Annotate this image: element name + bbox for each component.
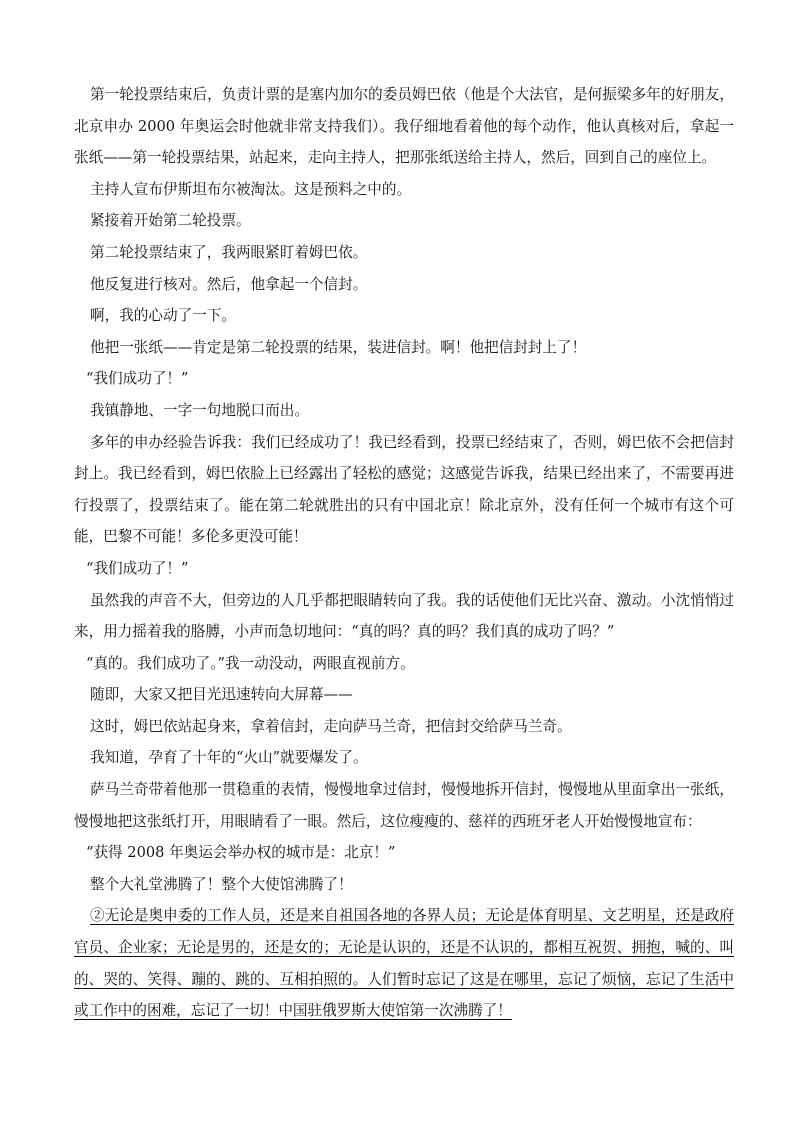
- paragraph-3: 紧接着开始第二轮投票。: [90, 212, 251, 230]
- paragraph-5: 他反复进行核对。然后，他拿起一个信封。: [90, 275, 368, 293]
- paragraph-16: 我知道，孕育了十年的“火山”就要爆发了。: [90, 749, 368, 767]
- article-body: [74, 79, 734, 1027]
- paragraph-4: 第二轮投票结束了，我两眼紧盯着姆巴依。: [90, 243, 368, 261]
- paragraph-17: 萨马兰奇带着他那一贯稳重的表情，慢慢地拿过信封，慢慢地拆开信封，慢慢地从里面拿出一张纸，慢慢地把这张纸打开，用眼睛看了一眼。然后，这位瘦瘦的、慈祥的西班牙老人开始慢慢地宣布：: [74, 781, 734, 830]
- paragraph-14: 随即，大家又把目光迅速转向大屏幕——: [90, 686, 353, 704]
- paragraph-19: 整个大礼堂沸腾了！整个大使馆沸腾了！: [90, 875, 353, 893]
- paragraph-6: 啊，我的心动了一下。: [90, 307, 236, 325]
- paragraph-11: “我们成功了！”: [86, 559, 189, 577]
- paragraph-12: 虽然我的声音不大，但旁边的人几乎都把眼睛转向了我。我的话使他们无比兴奋、激动。小沈悄悄过来，用力摇着我的胳膊，小声而急切地问：“真的吗？真的吗？我们真的成功了吗？”: [74, 591, 734, 641]
- paragraph-1: 第一轮投票结束后，负责计票的是塞内加尔的委员姆巴依（他是个大法官，是何振梁多年的好朋友，北京申办 2000 年奥运会时他就非常支持我们）。我仔细地看着他的每个动作，他认真核对后，拿起一张纸——第一轮投票结果，站起来，走向主持人，把那张纸送给主持人，然后，回到自己的座位上。: [74, 86, 734, 167]
- paragraph-10: 多年的申办经验告诉我：我们已经成功了！我已经看到，投票已经结束了，否则，姆巴依不会把信封封上。我已经看到，姆巴依脸上已经露出了轻松的感觉；这感觉告诉我，结果已经出来了，不需要再进行投票了，投票结束了。能在第二轮就胜出的只有中国北京！除北京外，没有任何一个城市有这个可能，巴黎不可能！多伦多更没可能！: [74, 433, 734, 546]
- paragraph-2: 主持人宣布伊斯坦布尔被淘汰。这是预料之中的。: [90, 180, 412, 198]
- paragraph-8: “我们成功了！”: [86, 370, 189, 388]
- paragraph-9: 我镇静地、一字一句地脱口而出。: [90, 401, 309, 419]
- paragraph-13: “真的。我们成功了。”我一动没动，两眼直视前方。: [86, 654, 415, 672]
- paragraph-7: 他把一张纸——肯定是第二轮投票的结果，装进信封。啊！他把信封封上了！: [90, 338, 587, 356]
- underlined-paragraph-2: ②无论是奥申委的工作人员，还是来自祖国各地的各界人员；无论是体育明星、文艺明星，还是政府官员、企业家；无论是男的，还是女的；无论是认识的，还是不认识的，都相互祝贺、拥抱，喊的、叫的、哭的、笑得、蹦的、跳的、互相拍照的。人们暂时忘记了这是在哪里，忘记了烦恼，忘记了生活中或工作中的困难，忘记了一切！中国驻俄罗斯大使馆第一次沸腾了！: [74, 907, 734, 1020]
- paragraph-15: 这时，姆巴依站起身来，拿着信封，走向萨马兰奇，把信封交给萨马兰奇。: [90, 717, 572, 735]
- paragraph-18: “获得 2008 年奥运会举办权的城市是：北京！”: [86, 844, 396, 862]
